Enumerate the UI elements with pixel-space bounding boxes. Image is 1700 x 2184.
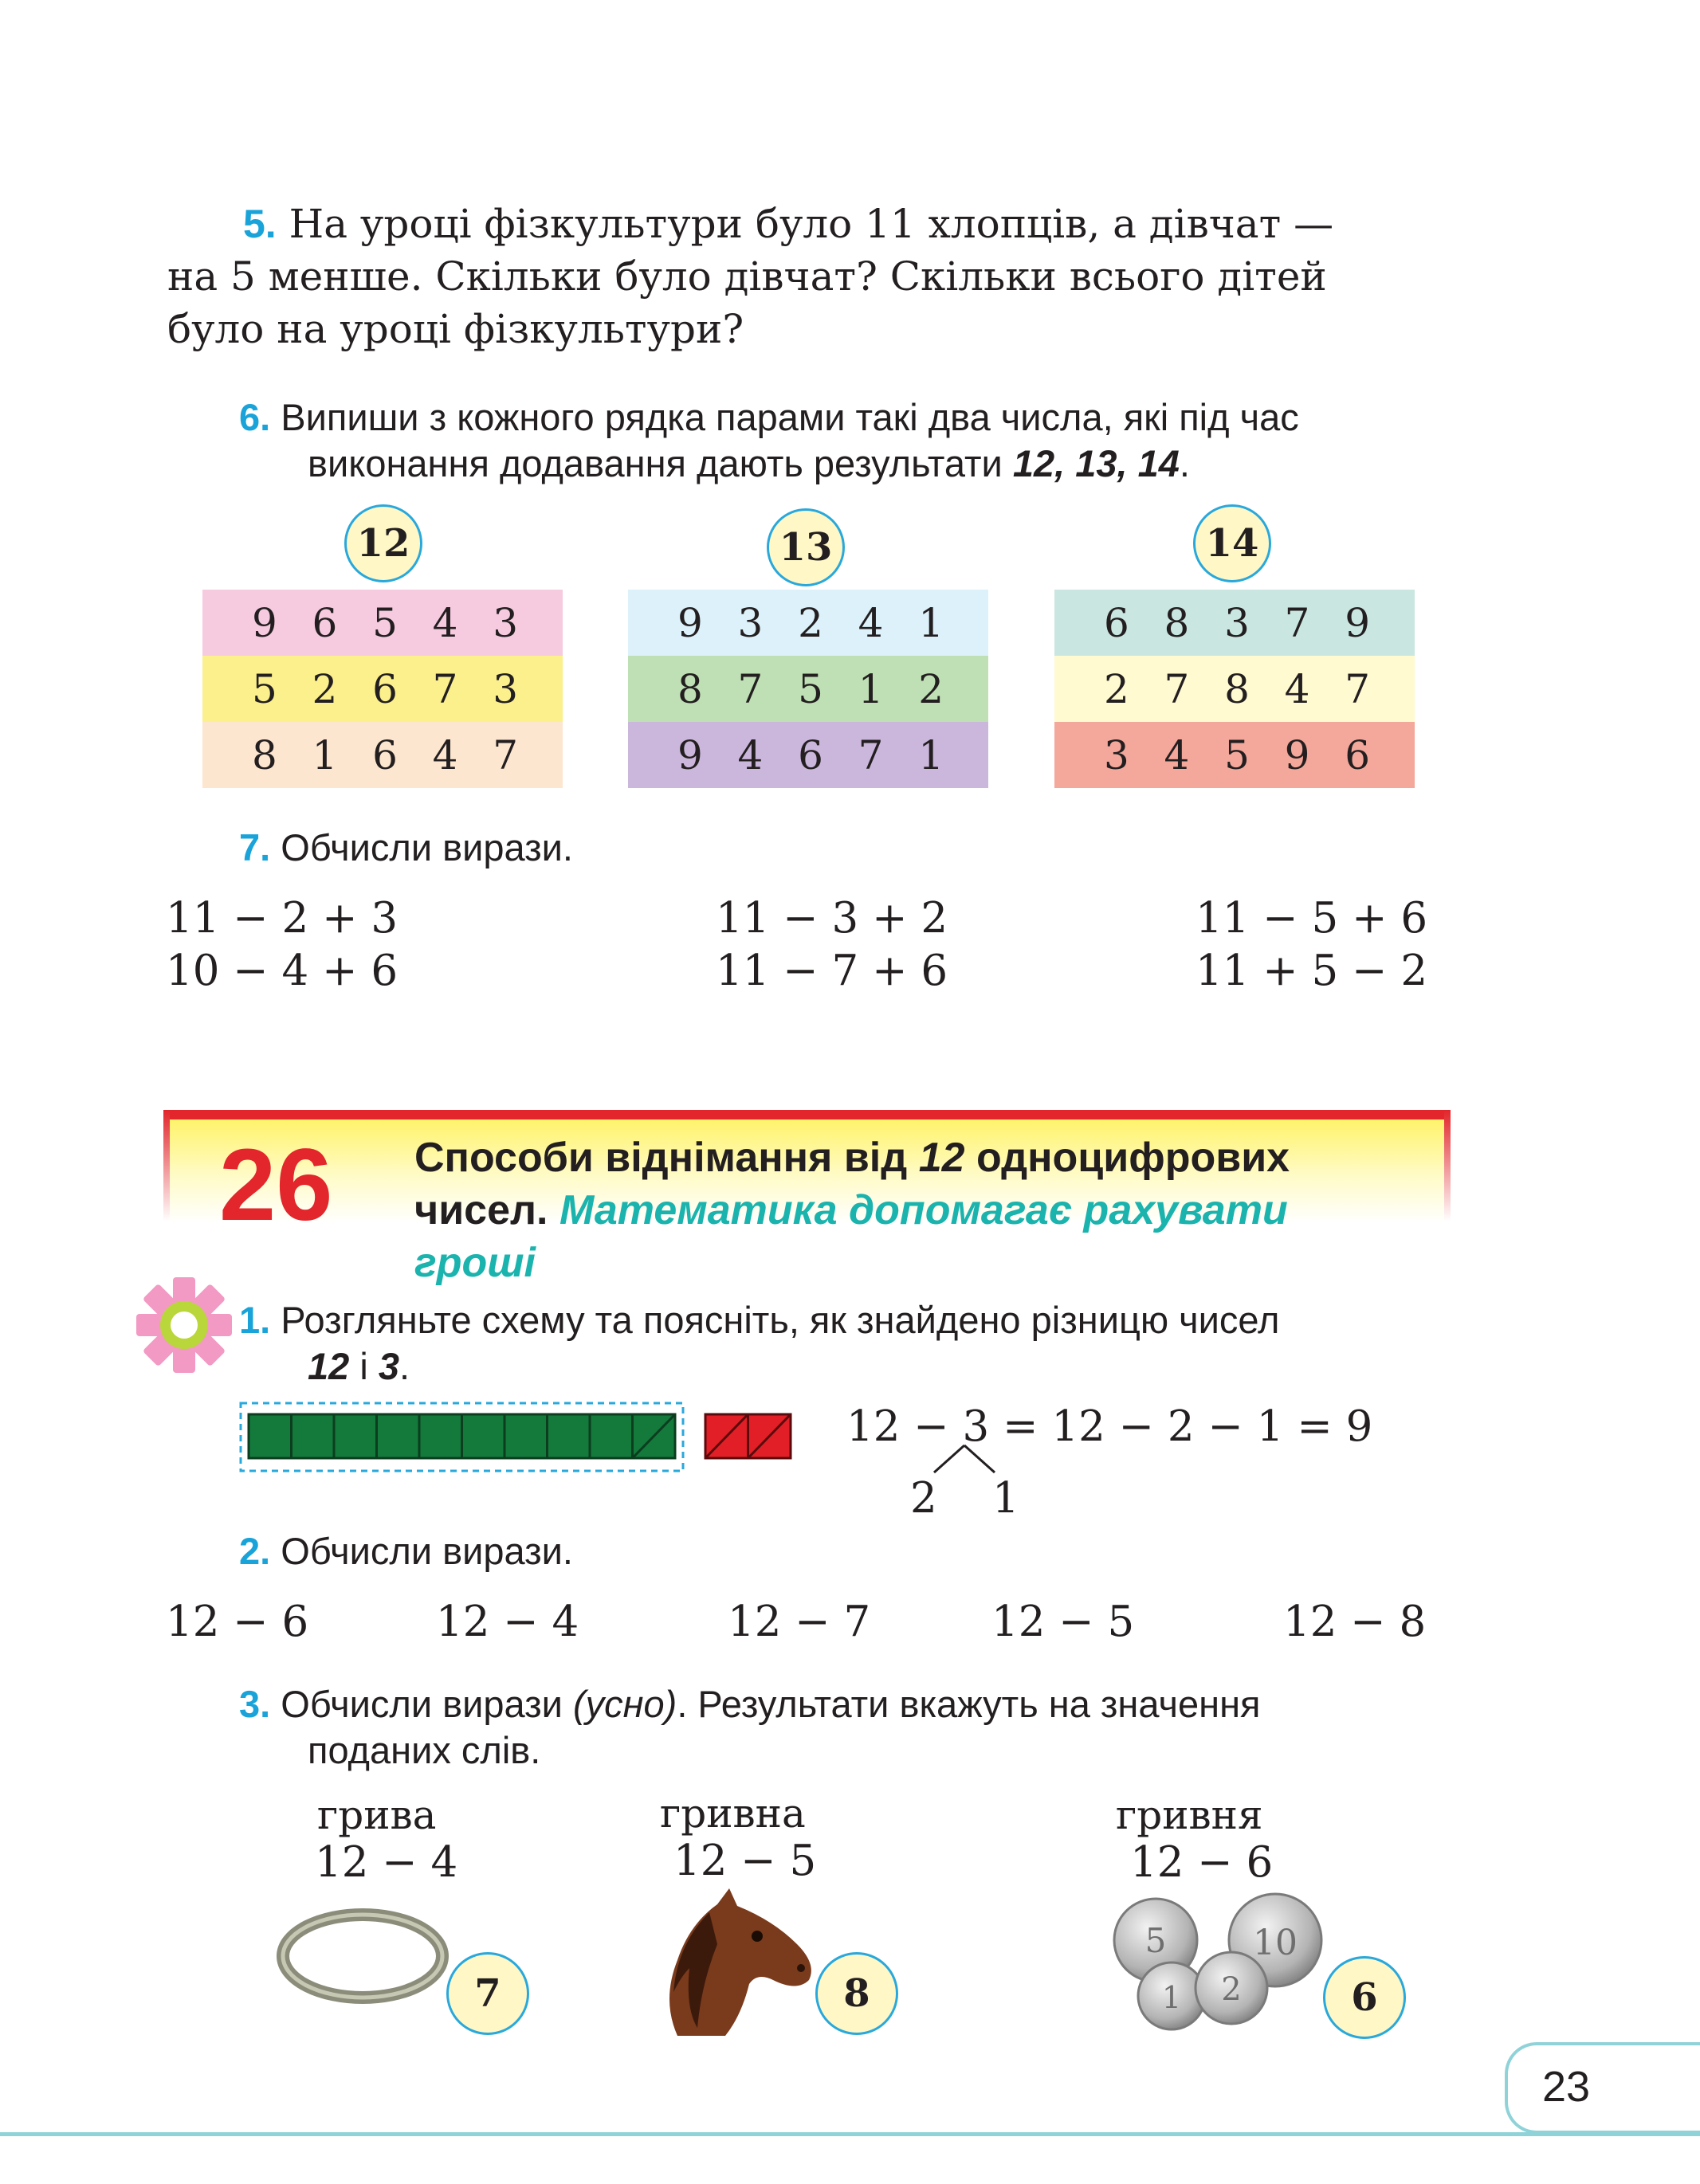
emphasis: (усно) — [573, 1683, 677, 1725]
number-cell: 6 — [372, 665, 398, 712]
green-cell — [377, 1414, 420, 1458]
expression: 11 − 7 + 6 — [716, 947, 948, 995]
number-cell: 2 — [1104, 665, 1129, 712]
number-cell: 6 — [1104, 599, 1129, 646]
coin-label: 2 — [1221, 1971, 1242, 2008]
number-row — [1054, 656, 1415, 722]
task-text-line: Випиши з кожного рядка парами такі два числа, які під час — [281, 396, 1299, 438]
number-row — [202, 722, 563, 788]
number-row — [1054, 722, 1415, 788]
task-number: 1. — [239, 1299, 271, 1341]
task-number: 3. — [239, 1683, 271, 1725]
number-row — [202, 656, 563, 722]
number-cell: 8 — [1164, 599, 1190, 646]
sum-badge-12: 12 — [344, 504, 422, 582]
lesson-task-2 — [239, 1528, 573, 1574]
number-cell: 9 — [677, 599, 703, 646]
number-row — [628, 656, 988, 722]
lesson-subtitle: Математика допомагає рахувати — [559, 1187, 1288, 1233]
number-cell: 7 — [1345, 665, 1370, 712]
task-text-line: На уроці фізкультури було 11 хлопців, а дівчат — — [289, 201, 1334, 247]
expression: 12 − 5 — [673, 1837, 817, 1885]
page-number-tab — [1505, 2042, 1700, 2134]
task-5 — [167, 198, 1451, 355]
task-text-line: . Результати вкажуть на значення — [677, 1683, 1261, 1725]
coins-picture — [1112, 1892, 1335, 2032]
number-cell: 6 — [372, 731, 398, 778]
expression: 12 − 7 — [728, 1598, 871, 1646]
word: гривна — [660, 1790, 806, 1837]
answer-badge: 6 — [1323, 1956, 1406, 2039]
expression: 11 + 5 − 2 — [1195, 947, 1428, 995]
answer-badge: 8 — [815, 1952, 898, 2035]
task-text-line: Обчисли вирази — [281, 1683, 573, 1725]
expression: 12 − 5 — [991, 1598, 1135, 1646]
number-cell: 4 — [858, 599, 884, 646]
number-row — [628, 590, 988, 656]
equation-part: 3 — [962, 1402, 990, 1451]
task-text-line: Розгляньте схему та поясніть, як знайдено різницю чисел — [281, 1299, 1280, 1341]
number-cell: 4 — [1284, 665, 1310, 712]
task-text: Обчисли вирази. — [281, 826, 573, 869]
coin-label: 10 — [1253, 1923, 1298, 1963]
number-cell: 1 — [918, 599, 944, 646]
number-table-14 — [1054, 590, 1415, 788]
task-text-line: було на уроці фізкультури? — [167, 306, 744, 352]
number-cell: 7 — [1284, 599, 1310, 646]
expression: 12 − 4 — [315, 1838, 458, 1887]
expression: 11 − 2 + 3 — [166, 894, 398, 943]
title-number: 12 — [918, 1135, 965, 1181]
task-7 — [239, 825, 573, 871]
number-cell: 6 — [798, 731, 823, 778]
expression: 12 − 8 — [1283, 1598, 1427, 1646]
number-cell: 6 — [1345, 731, 1370, 778]
task-text-line: на 5 менше. Скільки було дівчат? Скільки всього дітей — [167, 253, 1327, 300]
number-cell: 5 — [1224, 731, 1250, 778]
task-6 — [239, 394, 1459, 487]
sum-badge-14: 14 — [1193, 504, 1271, 582]
split-part: 2 — [910, 1474, 937, 1523]
number-cell: 3 — [1224, 599, 1250, 646]
split-part: 1 — [992, 1474, 1019, 1523]
number-cell: 7 — [737, 665, 764, 712]
number-cell: 3 — [737, 599, 764, 646]
number-cell: 1 — [858, 665, 884, 712]
number-row — [1054, 590, 1415, 656]
task-number: 2. — [239, 1530, 271, 1572]
expression: 11 − 3 + 2 — [716, 894, 948, 943]
number-12: 12 — [308, 1345, 350, 1387]
horse-head-picture — [662, 1888, 821, 2036]
period: . — [398, 1345, 410, 1387]
title-text: чисел. — [414, 1187, 559, 1233]
expression: 10 − 4 + 6 — [166, 947, 398, 995]
number-cell: 3 — [493, 665, 518, 712]
task-number: 7. — [239, 826, 271, 869]
green-cell — [505, 1414, 548, 1458]
green-cell — [292, 1414, 335, 1458]
number-table-12 — [202, 590, 563, 788]
target-sums: 12, 13, 14 — [1012, 442, 1180, 484]
number-cell: 6 — [312, 599, 338, 646]
green-cell — [462, 1414, 505, 1458]
equation-part: 12 − — [846, 1402, 963, 1451]
number-cell: 7 — [493, 731, 518, 778]
expression: 12 − 6 — [1130, 1838, 1274, 1887]
number-cell: 2 — [918, 665, 944, 712]
number-cell: 8 — [1224, 665, 1250, 712]
period: . — [1179, 442, 1190, 484]
number-cell: 9 — [1284, 731, 1310, 778]
title-text: одноцифрових — [964, 1135, 1290, 1181]
number-cell: 7 — [858, 731, 884, 778]
number-cell: 9 — [252, 599, 277, 646]
banner-edge — [163, 1110, 170, 1221]
lesson-task-1 — [239, 1297, 1459, 1390]
lesson-number: 26 — [219, 1128, 333, 1242]
lesson-title — [414, 1131, 1451, 1289]
number-table-13 — [628, 590, 988, 788]
word: грива — [317, 1792, 437, 1838]
expression: 12 − 6 — [166, 1598, 309, 1646]
green-cell — [419, 1414, 462, 1458]
number-cell: 2 — [798, 599, 823, 646]
number-cell: 2 — [312, 665, 338, 712]
number-cell: 3 — [493, 599, 518, 646]
bottom-rule — [0, 2132, 1700, 2136]
task-number: 5. — [243, 202, 277, 246]
subtraction-scheme — [239, 1398, 813, 1475]
page-number: 23 — [1542, 2063, 1591, 2111]
expression: 11 − 5 + 6 — [1195, 894, 1428, 943]
answer-badge: 7 — [446, 1952, 529, 2035]
task-number: 6. — [239, 396, 271, 438]
number-cell: 9 — [677, 731, 703, 778]
green-cell — [249, 1414, 292, 1458]
number-row — [628, 722, 988, 788]
green-cell — [548, 1414, 591, 1458]
green-cell — [334, 1414, 377, 1458]
title-text: Способи віднімання від — [414, 1135, 919, 1181]
number-cell: 1 — [312, 731, 338, 778]
task-text: Обчисли вирази. — [281, 1530, 573, 1572]
expression-column — [1195, 892, 1427, 998]
expression-column — [716, 892, 948, 998]
coin-label: 5 — [1144, 1921, 1167, 1960]
conjunction: і — [349, 1345, 379, 1387]
equation-part: = 12 − 2 − 1 = 9 — [989, 1402, 1373, 1451]
word: гривня — [1116, 1792, 1263, 1838]
green-cell — [590, 1414, 633, 1458]
task-text-line: виконання додавання дають результати — [308, 442, 1013, 484]
sum-badge-13: 13 — [767, 508, 845, 586]
number-cell: 4 — [737, 731, 764, 778]
expression-column — [166, 892, 398, 998]
number-3: 3 — [378, 1345, 399, 1387]
lesson-subtitle: гроші — [414, 1240, 536, 1286]
number-cell: 8 — [677, 665, 703, 712]
number-cell: 5 — [252, 665, 277, 712]
flower-icon — [134, 1275, 234, 1375]
expression: 12 − 4 — [436, 1598, 579, 1646]
number-row — [202, 590, 563, 656]
number-cell: 4 — [432, 731, 458, 778]
number-cell: 5 — [798, 665, 823, 712]
number-cell: 5 — [372, 599, 398, 646]
bracelet-picture — [275, 1904, 450, 2008]
number-cell: 7 — [1164, 665, 1190, 712]
coin-label: 1 — [1161, 1980, 1182, 2015]
number-cell: 3 — [1104, 731, 1129, 778]
number-cell: 1 — [918, 731, 944, 778]
split-lines — [925, 1444, 1004, 1476]
number-cell: 7 — [432, 665, 458, 712]
number-cell: 4 — [432, 599, 458, 646]
number-cell: 4 — [1164, 731, 1190, 778]
number-cell: 8 — [252, 731, 277, 778]
task-text-line: поданих слів. — [308, 1729, 541, 1771]
number-cell: 9 — [1345, 599, 1370, 646]
lesson-task-3 — [239, 1681, 1459, 1774]
